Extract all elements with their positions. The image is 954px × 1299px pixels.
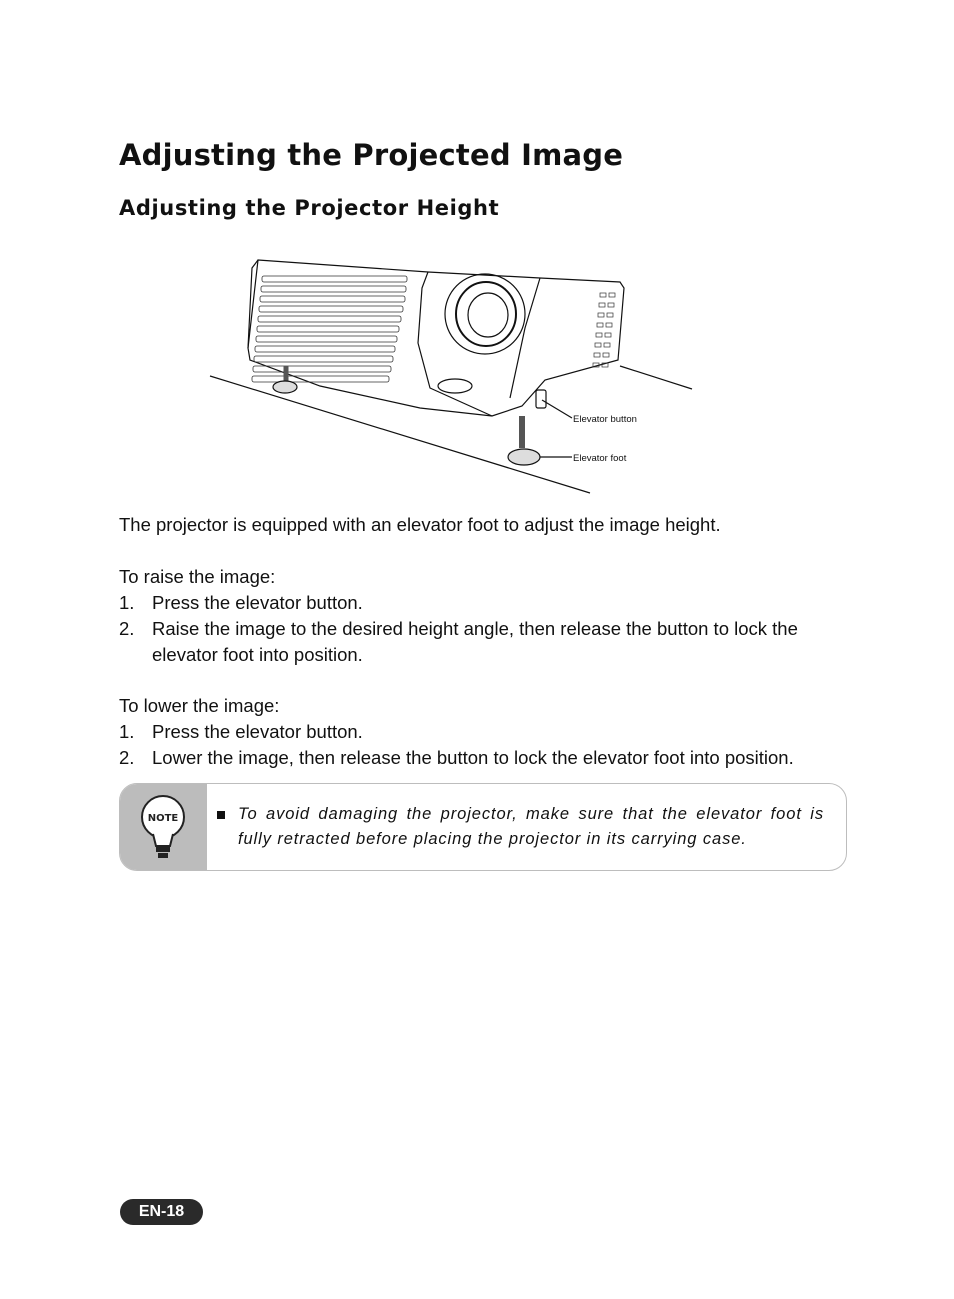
list-item bbox=[119, 719, 859, 745]
section-heading: Adjusting the Projector Height bbox=[119, 196, 500, 220]
projector-body bbox=[248, 260, 624, 416]
page-title: Adjusting the Projected Image bbox=[119, 138, 624, 172]
lightbulb-icon bbox=[120, 784, 207, 870]
label-elevator-foot: Elevator foot bbox=[573, 453, 627, 464]
raise-steps bbox=[119, 590, 859, 668]
raise-heading: To raise the image: bbox=[119, 566, 276, 587]
bullet-icon bbox=[217, 811, 225, 819]
projector-drawing bbox=[200, 248, 700, 498]
elevator-foot-shape bbox=[508, 449, 540, 465]
elevator-button-leader bbox=[542, 400, 572, 418]
rear-foot bbox=[273, 381, 297, 393]
step-number: 1. bbox=[119, 592, 135, 613]
step-number: 2. bbox=[119, 618, 135, 639]
note-text: To avoid damaging the projector, make sure that the elevator foot is fully retracted before placing the projector in its carrying case. bbox=[238, 805, 824, 848]
step-text: Lower the image, then release the button to lock the elevator foot into position. bbox=[152, 747, 794, 768]
lower-heading: To lower the image: bbox=[119, 695, 280, 716]
step-text: Raise the image to the desired height angle, then release the button to lock the elevator foot into position. bbox=[152, 618, 798, 665]
list-item bbox=[119, 745, 859, 771]
note-sidebar bbox=[120, 784, 207, 870]
list-item bbox=[119, 590, 859, 616]
table-edge-back bbox=[620, 366, 692, 389]
step-number: 2. bbox=[119, 747, 135, 768]
projector-illustration bbox=[200, 248, 700, 498]
step-text: Press the elevator button. bbox=[152, 721, 363, 742]
list-item bbox=[119, 616, 859, 668]
label-elevator-button: Elevator button bbox=[573, 414, 637, 425]
lower-steps bbox=[119, 719, 859, 771]
step-number: 1. bbox=[119, 721, 135, 742]
note-icon-label: NOTE bbox=[147, 813, 179, 824]
elevator-button-shape bbox=[536, 390, 546, 408]
page-number-badge: EN-18 bbox=[120, 1199, 203, 1225]
intro-text: The projector is equipped with an elevator foot to adjust the image height. bbox=[119, 514, 721, 535]
note-box bbox=[119, 783, 847, 871]
step-text: Press the elevator button. bbox=[152, 592, 363, 613]
